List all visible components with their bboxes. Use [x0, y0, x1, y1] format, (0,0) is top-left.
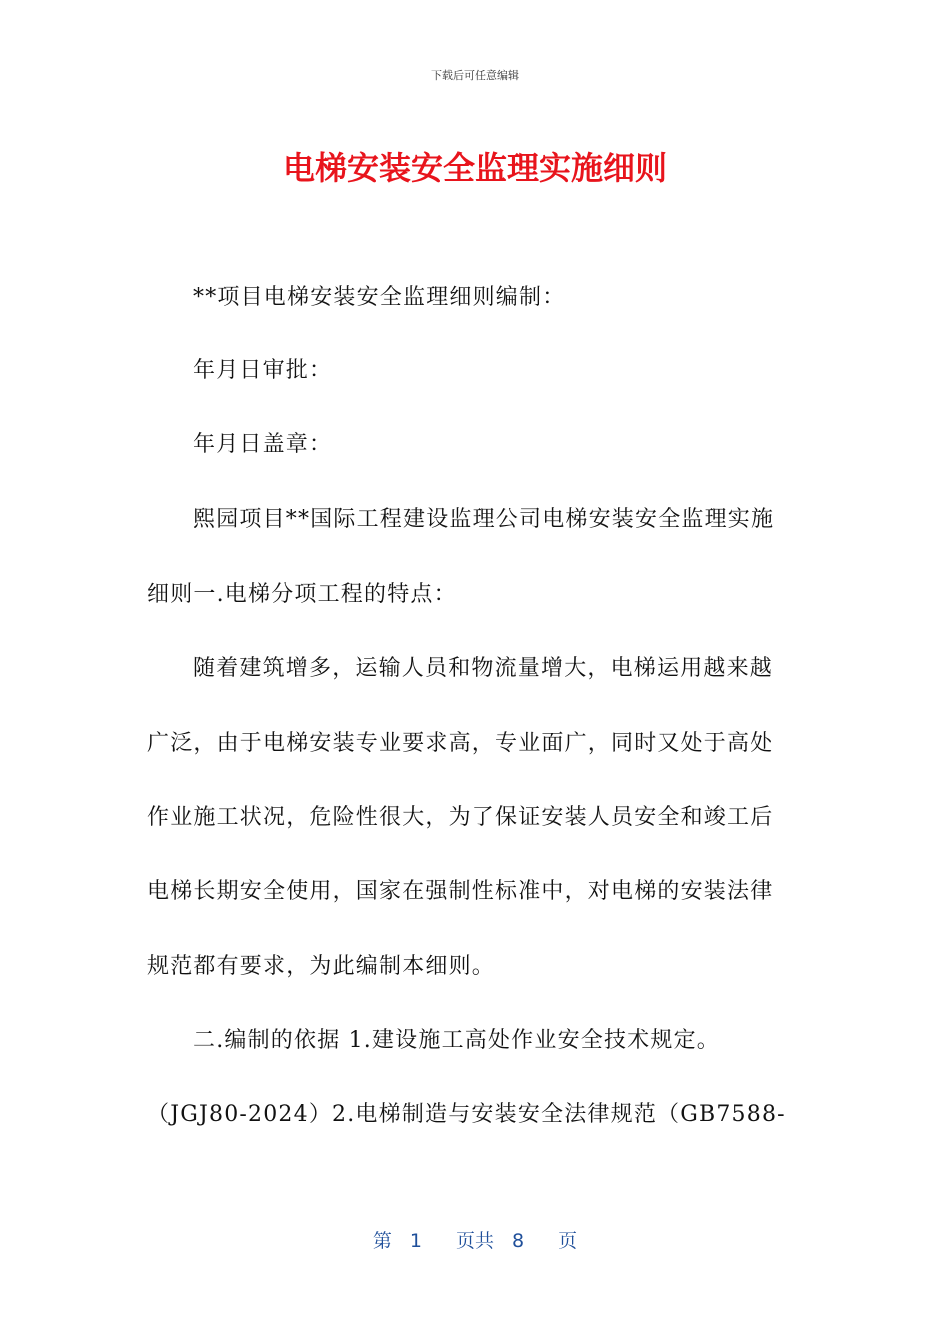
text-line-paragraph: 随着建筑增多，运输人员和物流量增大，电梯运用越来越 — [193, 656, 774, 681]
text-line-paragraph: 广泛，由于电梯安装专业要求高，专业面广，同时又处于高处 — [147, 731, 774, 756]
text-line-project: 熙园项目**国际工程建设监理公司电梯安装安全监理实施 — [193, 507, 775, 532]
text-line-paragraph: 电梯长期安全使用，国家在强制性标准中，对电梯的安装法律 — [147, 879, 774, 904]
text-line-section-two: 二.编制的依据 1.建设施工高处作业安全技术规定。 — [193, 1028, 720, 1053]
text-line-section-one: 细则一.电梯分项工程的特点： — [147, 582, 457, 607]
text-line-paragraph: 作业施工状况，危险性很大，为了保证安装人员安全和竣工后 — [147, 805, 774, 830]
text-line-paragraph: 规范都有要求，为此编制本细则。 — [147, 954, 496, 979]
text-line-approval: 年月日审批： — [193, 358, 333, 383]
text-line-standards: （JGJ80-2024）2.电梯制造与安装安全法律规范（GB7588- — [147, 1102, 786, 1127]
page-footer — [0, 1226, 950, 1253]
text-line-compiler: **项目电梯安装安全监理细则编制： — [193, 285, 566, 310]
document-title: 电梯安装安全监理实施细则 — [282, 149, 667, 187]
footer-prefix: 第 — [372, 1230, 392, 1252]
header-note: 下载后可任意编辑 — [431, 69, 519, 82]
footer-mid: 页共 — [455, 1230, 494, 1252]
footer-page-number: 1 — [409, 1230, 422, 1252]
text-line-seal: 年月日盖章： — [193, 432, 333, 457]
footer-suffix: 页 — [558, 1230, 578, 1252]
footer-total-pages: 8 — [512, 1230, 525, 1252]
